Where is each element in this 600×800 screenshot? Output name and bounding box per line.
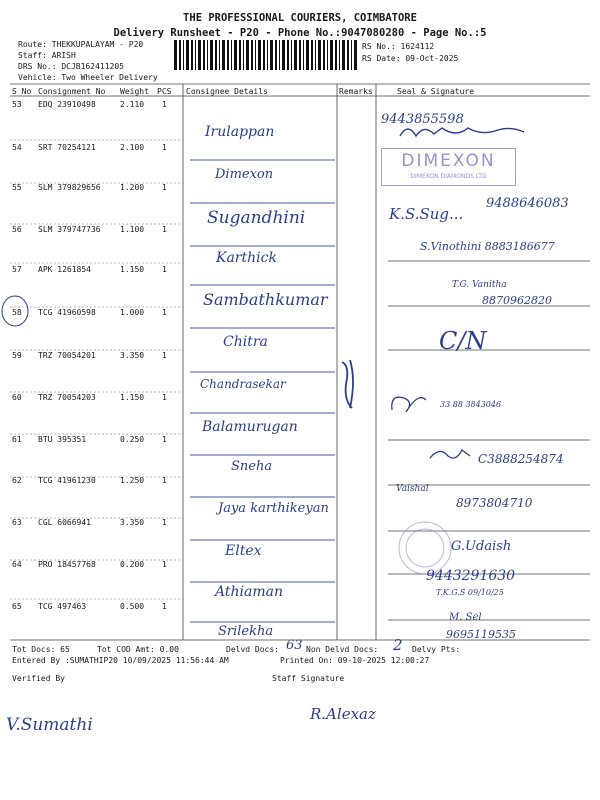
col-consignee-header: Consignee Details [186, 87, 268, 96]
row61-scribble [428, 444, 472, 464]
row-sno: 56 [12, 225, 22, 234]
row-weight: 3.350 [120, 351, 145, 360]
row-pcs: 1 [162, 435, 167, 444]
stamp-subtitle: DIMEXON DIAMONDS LTD [410, 173, 487, 180]
row-weight: 0.500 [120, 602, 145, 611]
row63-sign: G.Udaish [451, 539, 512, 554]
row60-scribble [388, 390, 428, 416]
row-sno: 57 [12, 265, 22, 274]
row-consignee-name: Chandrasekar [200, 377, 286, 391]
row62-phone: 8973804710 [456, 496, 533, 510]
row-pcs: 1 [162, 602, 167, 611]
row58-cn: C/N [439, 327, 487, 355]
row-consignee-name: Balamurugan [202, 419, 298, 435]
row-weight: 2.110 [120, 100, 145, 109]
row-weight: 0.200 [120, 560, 145, 569]
delivered-docs-label: Delvd Docs: [226, 645, 279, 654]
row64-sign: T.K.G.S 09/10/25 [436, 588, 504, 597]
row-weight: 1.150 [120, 393, 145, 402]
row-weight: 2.100 [120, 143, 145, 152]
total-cod: Tot COD Amt: 0.00 [97, 645, 179, 654]
row-pcs: 1 [162, 560, 167, 569]
row64-phone: 9443291630 [426, 568, 516, 584]
row-consignee-name: Srilekha [218, 624, 274, 639]
row-consignment-no: APK 1261854 [38, 265, 91, 274]
row-consignment-no: TRZ 70054203 [38, 393, 96, 402]
row53-phone: 9443855598 [381, 112, 464, 127]
row-consignee-name: Eltex [225, 543, 262, 559]
row-consignment-no: SLM 379829656 [38, 183, 101, 192]
row-consignee-name: Chitra [223, 334, 268, 350]
staff-label: Staff: ARISH [18, 51, 76, 60]
col-consignment-header: Consignment No [38, 87, 106, 96]
non-delivered-label: Non Delvd Docs: [306, 645, 379, 654]
row-sno: 53 [12, 100, 22, 109]
row-consignment-no: TRZ 70054201 [38, 351, 96, 360]
row-pcs: 1 [162, 308, 167, 317]
col-pcs-header: PCS [157, 87, 172, 96]
row-sno: 63 [12, 518, 22, 527]
printed-on: Printed On: 09-10-2025 12:00:27 [280, 656, 430, 665]
total-docs: Tot Docs: 65 [12, 645, 70, 654]
row-pcs: 1 [162, 518, 167, 527]
row-sno: 60 [12, 393, 22, 402]
row-sno: 64 [12, 560, 22, 569]
row-consignment-no: TCG 41961230 [38, 476, 96, 485]
row-consignee-name: Sneha [231, 459, 273, 474]
rs-date: RS Date: 09-Oct-2025 [362, 54, 459, 63]
col-remarks-header: Remarks [339, 87, 373, 96]
row-consignee-name: Sugandhini [207, 208, 306, 228]
delivered-docs-value: 63 [286, 638, 303, 653]
row-pcs: 1 [162, 225, 167, 234]
row-pcs: 1 [162, 476, 167, 485]
col-sno-header: S No [12, 87, 32, 96]
non-delivered-value: 2 [393, 636, 403, 654]
row-weight: 1.250 [120, 476, 145, 485]
row-sno: 61 [12, 435, 22, 444]
row55-sign: K.S.Sug... [389, 205, 464, 223]
staff-signature-label: Staff Signature [272, 674, 345, 683]
row-consignment-no: BTU 395351 [38, 435, 87, 444]
col-seal-header: Seal & Signature [397, 87, 475, 96]
row-weight: 1.200 [120, 183, 145, 192]
row57-name: T.G. Vanitha [452, 280, 507, 290]
runsheet-subtitle: Delivery Runsheet - P20 - Phone No.:9047080280 - Page No.:5 [113, 27, 487, 39]
verifier-signature: V.Sumathi [6, 715, 93, 735]
row-sno: 62 [12, 476, 22, 485]
entered-by: Entered By :SUMATHIP20 10/09/2025 11:56:44 AM [12, 656, 229, 665]
row-consignment-no: SLM 379747736 [38, 225, 101, 234]
row-consignee-name: Karthick [216, 250, 277, 266]
company-title: THE PROFESSIONAL COURIERS, COIMBATORE [183, 12, 417, 24]
row65-name: M. Sel [449, 612, 482, 623]
row-pcs: 1 [162, 351, 167, 360]
row-consignee-name: Jaya karthikeyan [218, 501, 329, 516]
row-weight: 1.000 [120, 308, 145, 317]
stamp-title: DIMEXON [401, 151, 496, 171]
row-consignee-name: Athiaman [215, 584, 283, 600]
row-consignment-no: TCG 41960598 [38, 308, 96, 317]
dimexon-stamp [381, 148, 516, 186]
row-sno: 65 [12, 602, 22, 611]
drs-label: DRS No.: DCJB162411205 [18, 62, 124, 71]
row61-phone: C3888254874 [478, 452, 564, 466]
row-consignee-name: Irulappan [205, 124, 275, 140]
row-consignment-no: PRO 18457768 [38, 560, 96, 569]
row-weight: 1.100 [120, 225, 145, 234]
row62-name: Vaishal [396, 484, 429, 494]
row57-phone: 8870962820 [482, 294, 552, 307]
row-pcs: 1 [162, 100, 167, 109]
row-sno: 55 [12, 183, 22, 192]
row-pcs: 1 [162, 183, 167, 192]
row-sno: 59 [12, 351, 22, 360]
row56-sign: S.Vinothini 8883186677 [420, 240, 555, 253]
row55-phone: 9488646083 [486, 196, 569, 211]
row60-phone: 33 88 3843046 [440, 400, 502, 409]
row53-scribble [398, 120, 528, 142]
row-pcs: 1 [162, 393, 167, 402]
staff-signature: R.Alexaz [310, 705, 376, 723]
row-sno: 58 [12, 308, 22, 317]
row65-phone: 9695119535 [446, 628, 516, 641]
row-consignment-no: TCG 497463 [38, 602, 87, 611]
row-pcs: 1 [162, 265, 167, 274]
verified-by-label: Verified By [12, 674, 65, 683]
row-consignment-no: EDQ 23910498 [38, 100, 96, 109]
row-weight: 1.150 [120, 265, 145, 274]
delivery-points: Delvy Pts: [412, 645, 461, 654]
rs-number: RS No.: 1624112 [362, 42, 435, 51]
route-label: Route: THEKKUPALAYAM - P20 [18, 40, 144, 49]
vehicle-label: Vehicle: Two Wheeler Delivery [18, 73, 158, 82]
row-weight: 0.250 [120, 435, 145, 444]
row-sno: 54 [12, 143, 22, 152]
row-weight: 3.350 [120, 518, 145, 527]
row-consignee-name: Sambathkumar [203, 290, 328, 309]
row-consignee-name: Dimexon [215, 167, 274, 182]
row-consignment-no: CGL 6066941 [38, 518, 91, 527]
row-consignment-no: SRT 70254121 [38, 143, 96, 152]
col-weight-header: Weight [120, 87, 149, 96]
row-pcs: 1 [162, 143, 167, 152]
